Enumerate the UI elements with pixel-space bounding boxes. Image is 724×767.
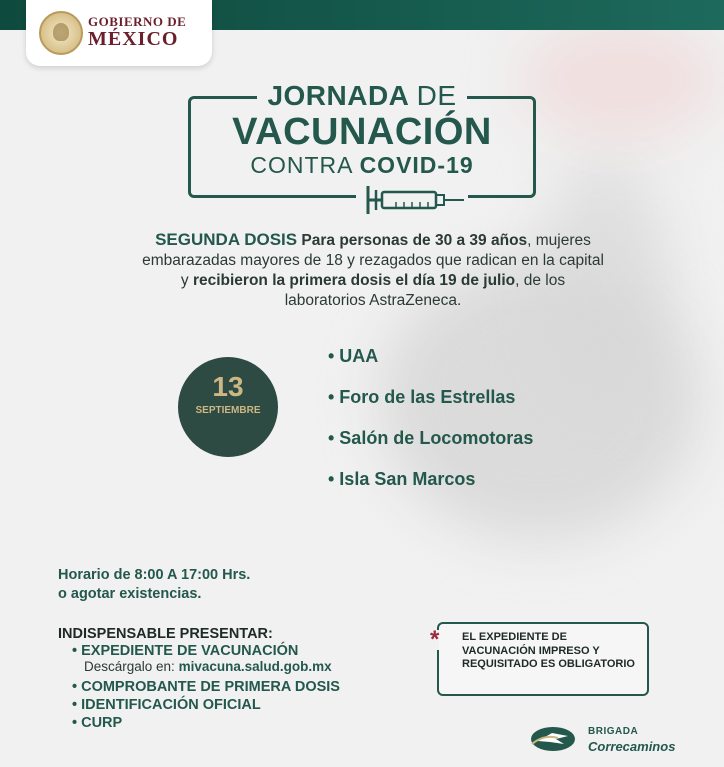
date-day: 13 bbox=[212, 371, 244, 402]
syringe-icon bbox=[356, 182, 468, 218]
brigada-line1: BRIGADA bbox=[588, 726, 639, 737]
schedule-text: Horario de 8:00 A 17:00 Hrs. o agotar existencias. bbox=[58, 567, 251, 602]
intro-paragraph: SEGUNDA DOSIS Para personas de 30 a 39 años, mujeres embarazadas mayores de 18 y rezagados que radican en la capital y recibieron la primera dosis el día 19 de julio, de los laboratorios AstraZeneca. bbox=[142, 230, 604, 309]
requirements-title: INDISPENSABLE PRESENTAR: bbox=[58, 626, 273, 642]
gobierno-logo bbox=[26, 0, 212, 66]
download-hint: Descárgalo en: mivacuna.salud.gob.mx bbox=[84, 659, 332, 674]
place-item: • Isla San Marcos bbox=[328, 469, 476, 489]
place-item: • Salón de Locomotoras bbox=[328, 428, 534, 448]
title-line2: VACUNACIÓN bbox=[232, 111, 492, 153]
seal-icon bbox=[39, 11, 83, 55]
place-item: • Foro de las Estrellas bbox=[328, 387, 516, 407]
logo-line1: GOBIERNO DE bbox=[88, 14, 187, 29]
requirement-item: • CURP bbox=[72, 715, 123, 731]
date-month: SEPTIEMBRE bbox=[195, 405, 261, 416]
date-badge bbox=[178, 357, 278, 457]
brigada-line2: Correcaminos bbox=[588, 739, 676, 754]
place-item: • UAA bbox=[328, 346, 379, 366]
notice-text: EL EXPEDIENTE DE VACUNACIÓN IMPRESO Y REQUISITADO ES OBLIGATORIO bbox=[462, 631, 635, 670]
requirement-item: • COMPROBANTE DE PRIMERA DOSIS bbox=[72, 679, 340, 695]
title-line3: CONTRA COVID-19 bbox=[250, 152, 474, 178]
logo-line2: MÉXICO bbox=[88, 28, 179, 50]
asterisk-icon: * bbox=[430, 626, 440, 653]
requirement-item: • IDENTIFICACIÓN OFICIAL bbox=[72, 697, 261, 713]
brigada-logo-icon bbox=[528, 724, 578, 754]
title-line1: JORNADA DE bbox=[0, 80, 724, 112]
requirement-item: • EXPEDIENTE DE VACUNACIÓN bbox=[72, 643, 299, 659]
